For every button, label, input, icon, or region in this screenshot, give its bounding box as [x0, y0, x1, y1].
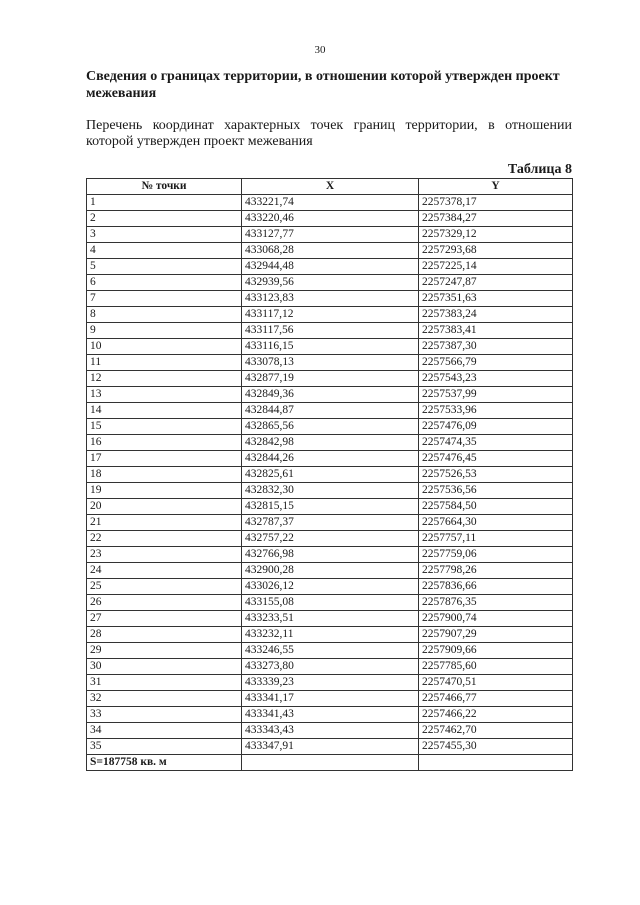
point-number-cell: 33 [87, 707, 242, 723]
table-row [87, 483, 573, 499]
x-coordinate-cell: 432877,19 [242, 371, 419, 387]
table-row [87, 307, 573, 323]
x-coordinate-cell: 433078,13 [242, 355, 419, 371]
table-row [87, 355, 573, 371]
table-row [87, 547, 573, 563]
x-coordinate-cell: 433220,46 [242, 211, 419, 227]
column-header-x: X [242, 179, 419, 195]
table-row [87, 579, 573, 595]
point-number-cell: 21 [87, 515, 242, 531]
x-coordinate-cell: 433068,28 [242, 243, 419, 259]
page-number: 30 [314, 44, 326, 56]
point-number-cell: 20 [87, 499, 242, 515]
x-coordinate-cell: 433347,91 [242, 739, 419, 755]
table-row [87, 435, 573, 451]
table-row [87, 659, 573, 675]
point-number-cell: 8 [87, 307, 242, 323]
table-row [87, 515, 573, 531]
table-total-row [87, 755, 573, 771]
y-coordinate-cell: 2257387,30 [419, 339, 573, 355]
y-coordinate-cell: 2257909,66 [419, 643, 573, 659]
x-coordinate-cell: 432757,22 [242, 531, 419, 547]
point-number-cell: 19 [87, 483, 242, 499]
table-row [87, 563, 573, 579]
table-row [87, 419, 573, 435]
table-row [87, 723, 573, 739]
table-row [87, 339, 573, 355]
y-coordinate-cell: 2257543,23 [419, 371, 573, 387]
table-row [87, 195, 573, 211]
point-number-cell: 34 [87, 723, 242, 739]
y-coordinate-cell: 2257759,06 [419, 547, 573, 563]
x-coordinate-cell: 432766,98 [242, 547, 419, 563]
x-coordinate-cell: 433246,55 [242, 643, 419, 659]
table-row [87, 531, 573, 547]
point-number-cell: 6 [87, 275, 242, 291]
table-row [87, 611, 573, 627]
y-coordinate-cell: 2257785,60 [419, 659, 573, 675]
x-coordinate-cell: 432944,48 [242, 259, 419, 275]
point-number-cell: 24 [87, 563, 242, 579]
y-coordinate-cell: 2257470,51 [419, 675, 573, 691]
point-number-cell: 27 [87, 611, 242, 627]
y-coordinate-cell: 2257466,22 [419, 707, 573, 723]
y-coordinate-cell: 2257526,53 [419, 467, 573, 483]
y-coordinate-cell: 2257476,09 [419, 419, 573, 435]
y-coordinate-cell: 2257757,11 [419, 531, 573, 547]
point-number-cell: 12 [87, 371, 242, 387]
section-heading: Сведения о границах территории, в отношении которой утвержден проект межевания [86, 69, 560, 101]
point-number-cell: 35 [87, 739, 242, 755]
table-row [87, 243, 573, 259]
y-coordinate-cell: 2257664,30 [419, 515, 573, 531]
y-coordinate-cell: 2257225,14 [419, 259, 573, 275]
table-row [87, 227, 573, 243]
x-coordinate-cell: 433123,83 [242, 291, 419, 307]
x-coordinate-cell: 432825,61 [242, 467, 419, 483]
y-coordinate-cell: 2257247,87 [419, 275, 573, 291]
table-row [87, 275, 573, 291]
y-coordinate-cell: 2257466,77 [419, 691, 573, 707]
x-coordinate-cell: 433117,12 [242, 307, 419, 323]
y-coordinate-cell: 2257907,29 [419, 627, 573, 643]
point-number-cell: 13 [87, 387, 242, 403]
table-row [87, 403, 573, 419]
table-header-row [87, 179, 573, 195]
point-number-cell: 30 [87, 659, 242, 675]
x-coordinate-cell: 433026,12 [242, 579, 419, 595]
point-number-cell: 5 [87, 259, 242, 275]
point-number-cell: 25 [87, 579, 242, 595]
y-coordinate-cell: 2257476,45 [419, 451, 573, 467]
point-number-cell: 29 [87, 643, 242, 659]
coordinates-table [86, 178, 573, 771]
y-coordinate-cell: 2257383,41 [419, 323, 573, 339]
point-number-cell: 2 [87, 211, 242, 227]
x-coordinate-cell: 433232,11 [242, 627, 419, 643]
y-coordinate-cell: 2257462,70 [419, 723, 573, 739]
point-number-cell: 32 [87, 691, 242, 707]
point-number-cell: 28 [87, 627, 242, 643]
x-coordinate-cell: 432815,15 [242, 499, 419, 515]
point-number-cell: 18 [87, 467, 242, 483]
table-body [87, 195, 573, 755]
y-coordinate-cell: 2257378,17 [419, 195, 573, 211]
x-coordinate-cell: 432849,36 [242, 387, 419, 403]
x-coordinate-cell: 432832,30 [242, 483, 419, 499]
table-row [87, 707, 573, 723]
point-number-cell: 16 [87, 435, 242, 451]
table-row [87, 643, 573, 659]
table-row [87, 451, 573, 467]
y-coordinate-cell: 2257384,27 [419, 211, 573, 227]
table-caption: Таблица 8 [507, 162, 572, 177]
x-coordinate-cell: 432844,26 [242, 451, 419, 467]
point-number-cell: 22 [87, 531, 242, 547]
point-number-cell: 23 [87, 547, 242, 563]
x-coordinate-cell: 432865,56 [242, 419, 419, 435]
intro-paragraph: Перечень координат характерных точек границ территории, в отношении которой утвержден проект межевания [86, 118, 572, 149]
table-row [87, 499, 573, 515]
table-row [87, 739, 573, 755]
y-coordinate-cell: 2257798,26 [419, 563, 573, 579]
y-coordinate-cell: 2257383,24 [419, 307, 573, 323]
x-coordinate-cell: 433116,15 [242, 339, 419, 355]
table-row [87, 323, 573, 339]
point-number-cell: 31 [87, 675, 242, 691]
x-coordinate-cell: 433117,56 [242, 323, 419, 339]
y-coordinate-cell: 2257566,79 [419, 355, 573, 371]
x-coordinate-cell: 433273,80 [242, 659, 419, 675]
y-coordinate-cell: 2257536,56 [419, 483, 573, 499]
table-row [87, 259, 573, 275]
y-coordinate-cell: 2257455,30 [419, 739, 573, 755]
table-row [87, 627, 573, 643]
table-row [87, 675, 573, 691]
point-number-cell: 11 [87, 355, 242, 371]
table-cell-empty [419, 755, 573, 771]
point-number-cell: 3 [87, 227, 242, 243]
x-coordinate-cell: 432844,87 [242, 403, 419, 419]
x-coordinate-cell: 432900,28 [242, 563, 419, 579]
table-cell-empty [242, 755, 419, 771]
point-number-cell: 7 [87, 291, 242, 307]
y-coordinate-cell: 2257351,63 [419, 291, 573, 307]
y-coordinate-cell: 2257876,35 [419, 595, 573, 611]
x-coordinate-cell: 433341,17 [242, 691, 419, 707]
y-coordinate-cell: 2257537,99 [419, 387, 573, 403]
table-row [87, 291, 573, 307]
point-number-cell: 26 [87, 595, 242, 611]
column-header-y: Y [419, 179, 573, 195]
point-number-cell: 10 [87, 339, 242, 355]
area-total: S=187758 кв. м [87, 755, 242, 771]
x-coordinate-cell: 433341,43 [242, 707, 419, 723]
y-coordinate-cell: 2257329,12 [419, 227, 573, 243]
column-header-point: № точки [87, 179, 242, 195]
y-coordinate-cell: 2257584,50 [419, 499, 573, 515]
y-coordinate-cell: 2257474,35 [419, 435, 573, 451]
y-coordinate-cell: 2257836,66 [419, 579, 573, 595]
y-coordinate-cell: 2257293,68 [419, 243, 573, 259]
y-coordinate-cell: 2257533,96 [419, 403, 573, 419]
x-coordinate-cell: 432939,56 [242, 275, 419, 291]
table-row [87, 211, 573, 227]
x-coordinate-cell: 433233,51 [242, 611, 419, 627]
point-number-cell: 1 [87, 195, 242, 211]
point-number-cell: 14 [87, 403, 242, 419]
point-number-cell: 17 [87, 451, 242, 467]
x-coordinate-cell: 433339,23 [242, 675, 419, 691]
x-coordinate-cell: 433343,43 [242, 723, 419, 739]
table-row [87, 387, 573, 403]
x-coordinate-cell: 433155,08 [242, 595, 419, 611]
x-coordinate-cell: 433221,74 [242, 195, 419, 211]
table-row [87, 467, 573, 483]
point-number-cell: 15 [87, 419, 242, 435]
x-coordinate-cell: 432842,98 [242, 435, 419, 451]
table-row [87, 691, 573, 707]
table-row [87, 595, 573, 611]
x-coordinate-cell: 432787,37 [242, 515, 419, 531]
point-number-cell: 4 [87, 243, 242, 259]
y-coordinate-cell: 2257900,74 [419, 611, 573, 627]
point-number-cell: 9 [87, 323, 242, 339]
x-coordinate-cell: 433127,77 [242, 227, 419, 243]
table-row [87, 371, 573, 387]
